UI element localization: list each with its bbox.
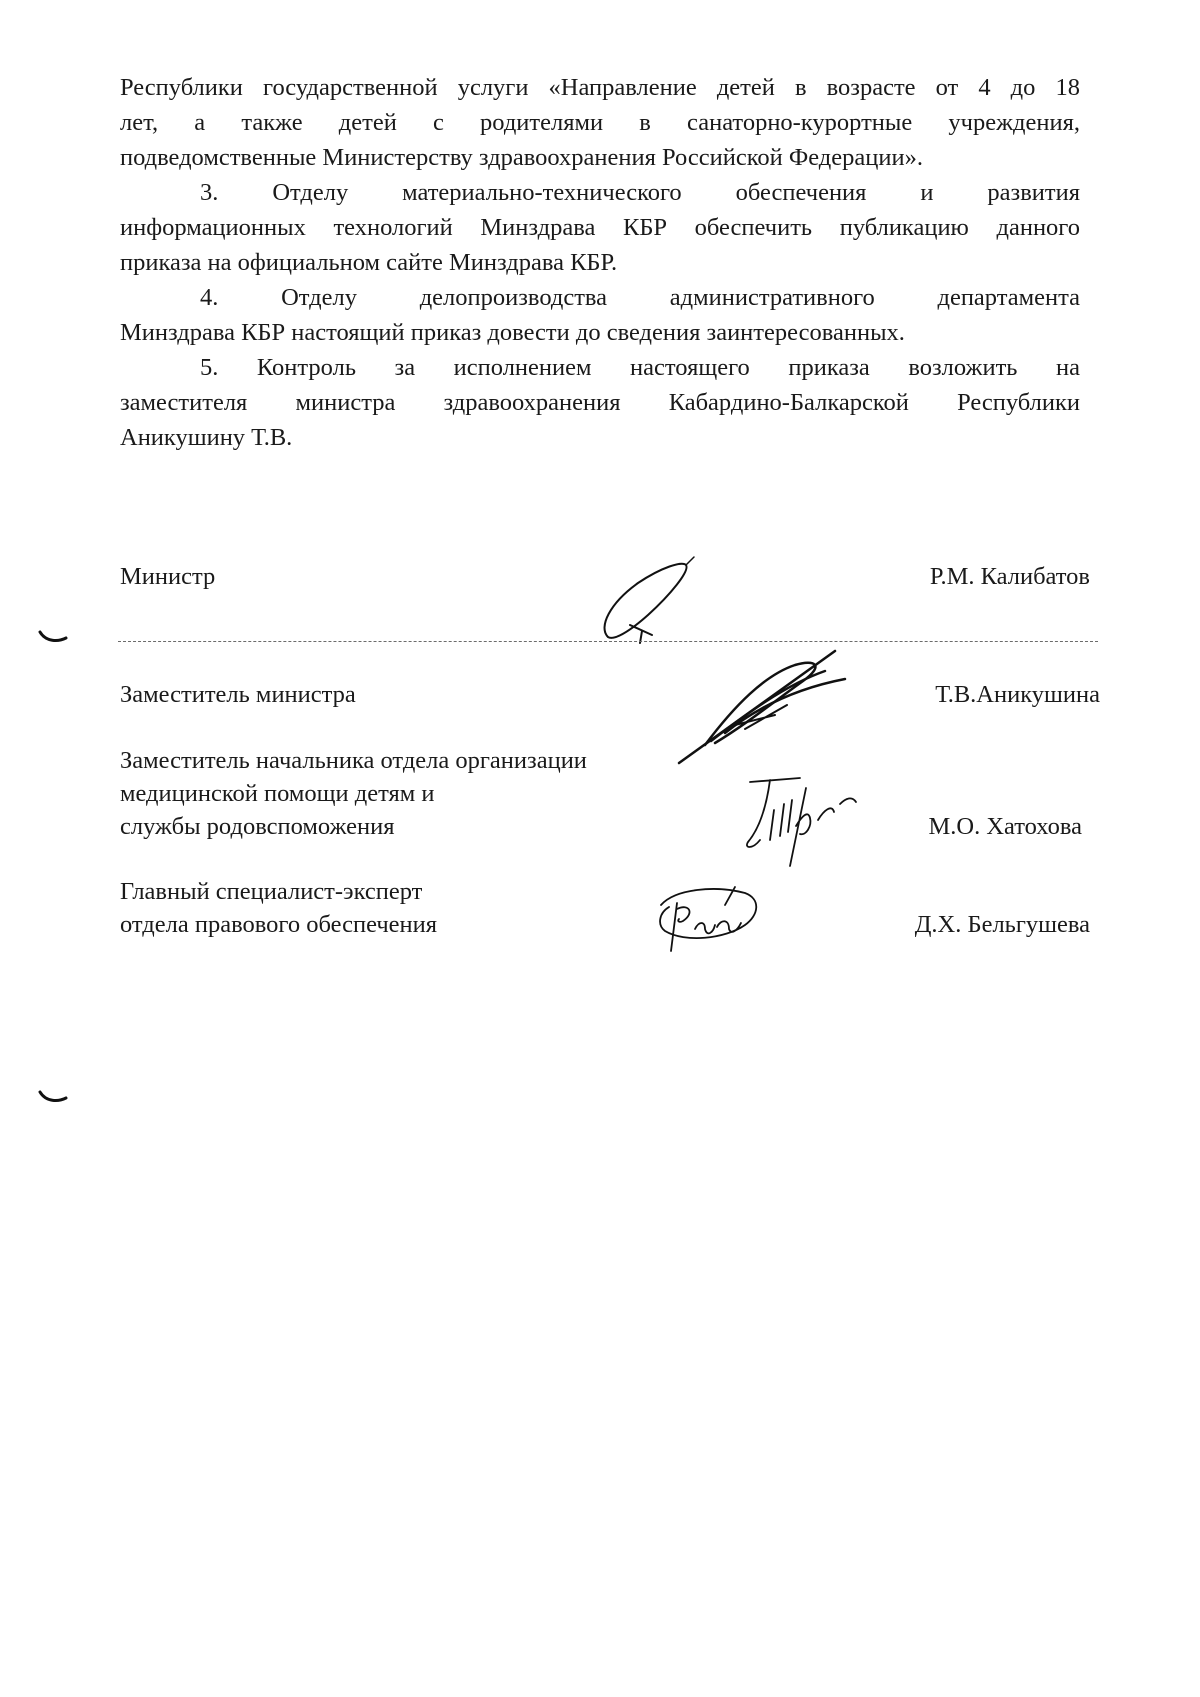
paragraph-5-line: 5. Контроль за исполнением настоящего приказа возложить на xyxy=(200,354,1080,381)
paragraph-4-line: Минздрава КБР настоящий приказ довести до сведения заинтересованных. xyxy=(120,319,905,346)
deputy-head-position-line: службы родовспоможения xyxy=(120,813,395,840)
order-body-text xyxy=(120,70,1080,455)
specialist-position-line: отдела правового обеспечения xyxy=(120,911,438,938)
scan-punch-mark xyxy=(38,1090,68,1104)
specialist-name: Д.Х. Бельгушева xyxy=(914,911,1090,938)
paragraph-3-line: 3. Отделу материально-технического обеспечения и развития xyxy=(200,179,1080,206)
deputy-head-name: М.О. Хатохова xyxy=(928,813,1082,840)
minister-name: Р.М. Калибатов xyxy=(929,563,1090,590)
paragraph-4-line: 4. Отделу делопроизводства административного департамента xyxy=(200,284,1080,311)
deputy-head-position-line: медицинской помощи детям и xyxy=(120,780,435,807)
paragraph-5-line: Аникушину Т.В. xyxy=(120,424,293,451)
paragraph-2-tail-line: подведомственные Министерству здравоохранения Российской Федерации». xyxy=(120,144,923,171)
paragraph-5-line: заместителя министра здравоохранения Кабардино-Балкарской Республики xyxy=(120,389,1080,416)
minister-position: Министр xyxy=(120,563,216,590)
paragraph-3-line: приказа на официальном сайте Минздрава КБР. xyxy=(120,249,618,276)
deputy-position: Заместитель министра xyxy=(120,681,356,708)
paragraph-2-tail-line: Республики государственной услуги «Направление детей в возрасте от 4 до 18 xyxy=(120,74,1080,101)
specialist-signature xyxy=(655,885,765,955)
paragraph-2-tail-line: лет, а также детей с родителями в санаторно-курортные учреждения, xyxy=(120,109,1080,136)
signature-divider xyxy=(118,641,1098,642)
deputy-signature xyxy=(675,645,855,765)
specialist-position-line: Главный специалист-эксперт xyxy=(120,878,423,905)
deputy-head-signature xyxy=(740,770,870,870)
minister-signature xyxy=(590,555,710,645)
paragraph-3-line: информационных технологий Минздрава КБР обеспечить публикацию данного xyxy=(120,214,1080,241)
deputy-name: Т.В.Аникушина xyxy=(935,681,1100,708)
scan-punch-mark xyxy=(38,630,68,644)
deputy-head-position-line: Заместитель начальника отдела организации xyxy=(120,747,587,774)
